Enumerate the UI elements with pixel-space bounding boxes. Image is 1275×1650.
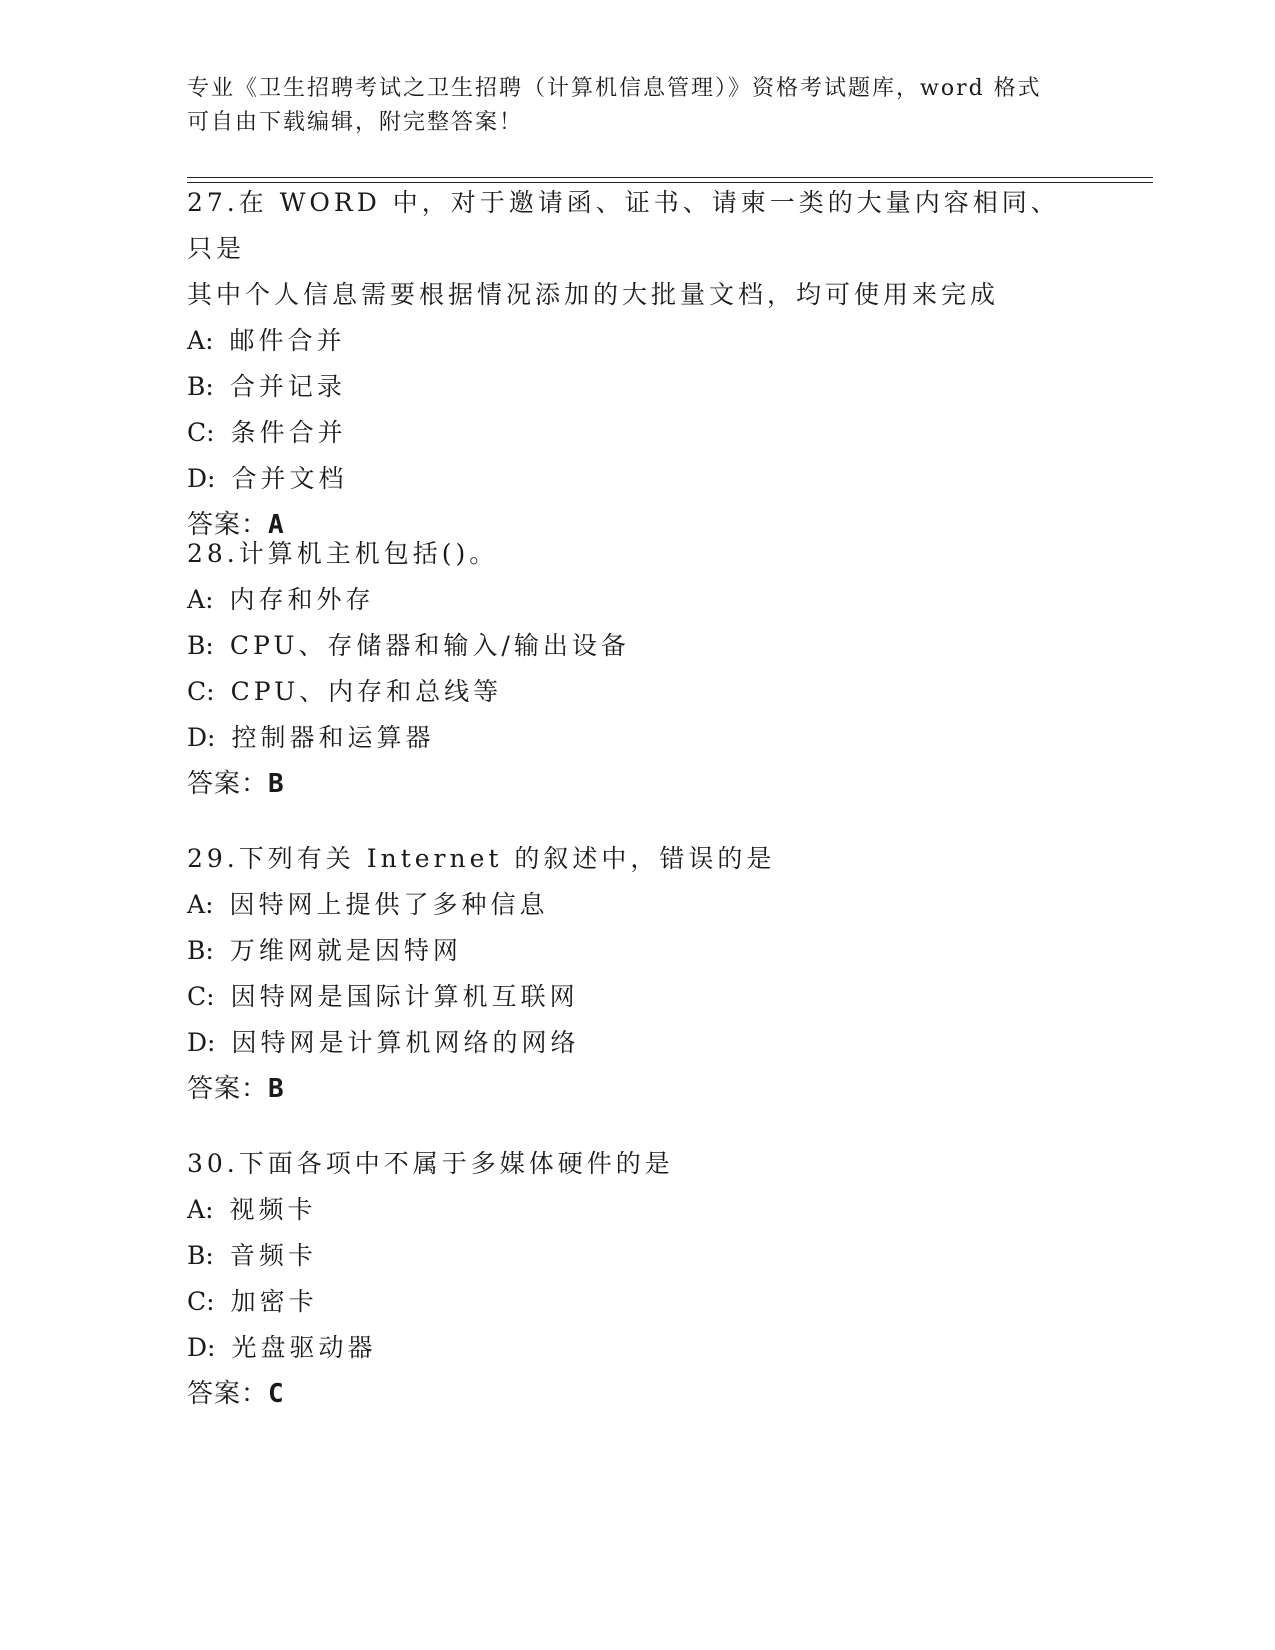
option-d: D: 控制器和运算器 — [187, 723, 435, 752]
question-text-continued: 其中个人信息需要根据情况添加的大批量文档，均可使用来完成 — [187, 280, 1000, 309]
question-27 — [187, 180, 1087, 548]
answer-value: C — [268, 1379, 285, 1409]
header-line-1: 专业《卫生招聘考试之卫生招聘（计算机信息管理）》资格考试题库，word 格式 — [187, 76, 1042, 101]
question-29 — [187, 836, 1087, 1112]
question-number: 30. — [187, 1149, 239, 1178]
option-d: D: 合并文档 — [187, 464, 348, 493]
document-header — [187, 72, 1067, 140]
question-number: 28. — [187, 539, 239, 568]
answer-value: A — [268, 510, 285, 540]
option-c: C: 加密卡 — [187, 1287, 318, 1316]
option-a: A: 邮件合并 — [187, 326, 346, 355]
option-d: D: 光盘驱动器 — [187, 1333, 377, 1362]
question-text: 29.下列有关 Internet 的叙述中，错误的是 — [187, 844, 776, 873]
answer-line: 答案：B — [187, 1074, 285, 1104]
option-d: D: 因特网是计算机网络的网络 — [187, 1028, 580, 1057]
question-text: 27.在 WORD 中，对于邀请函、证书、请柬一类的大量内容相同、只是 — [187, 188, 1060, 263]
header-divider-top — [187, 177, 1153, 178]
answer-line: 答案：A — [187, 510, 285, 540]
option-b: B: 音频卡 — [187, 1241, 317, 1270]
option-a: A: 视频卡 — [187, 1195, 317, 1224]
answer-line: 答案：B — [187, 769, 285, 799]
option-b: B: 万维网就是因特网 — [187, 936, 462, 965]
answer-value: B — [268, 769, 285, 799]
option-c: C: CPU、内存和总线等 — [187, 677, 503, 706]
option-b: B: CPU、存储器和输入/输出设备 — [187, 631, 630, 660]
question-text: 28.计算机主机包括()。 — [187, 539, 499, 568]
answer-line: 答案：C — [187, 1379, 285, 1409]
option-b: B: 合并记录 — [187, 372, 346, 401]
option-a: A: 因特网上提供了多种信息 — [187, 890, 549, 919]
question-number: 27. — [187, 188, 239, 217]
option-a: A: 内存和外存 — [187, 585, 375, 614]
option-c: C: 条件合并 — [187, 418, 347, 447]
question-text: 30.下面各项中不属于多媒体硬件的是 — [187, 1149, 674, 1178]
answer-value: B — [268, 1074, 285, 1104]
header-line-2: 可自由下载编辑，附完整答案！ — [187, 110, 524, 135]
question-number: 29. — [187, 844, 239, 873]
question-30 — [187, 1141, 1087, 1417]
option-c: C: 因特网是国际计算机互联网 — [187, 982, 579, 1011]
question-28 — [187, 531, 1087, 807]
